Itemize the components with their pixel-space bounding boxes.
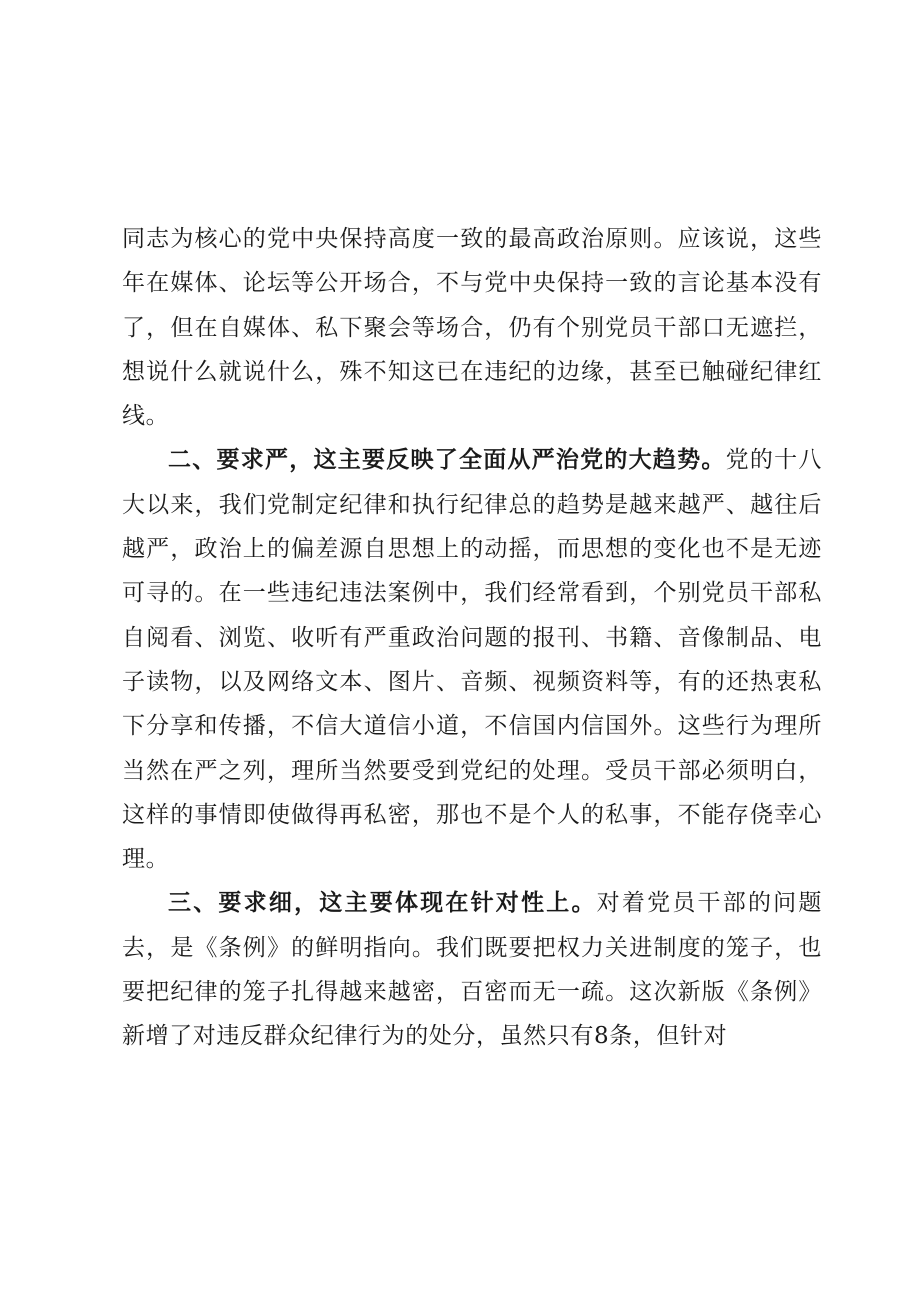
paragraph-section-two xyxy=(122,438,822,881)
paragraph-continuation xyxy=(122,217,822,438)
document-body xyxy=(122,217,822,1059)
section-heading-three: 三、要求细，这主要体现在针对性上。 xyxy=(168,890,597,917)
paragraph-section-three xyxy=(122,881,822,1058)
section-heading-two: 二、要求严，这主要反映了全面从严治党的大趋势。 xyxy=(168,447,726,474)
paragraph-text: 对着党员干部的问题去，是《条例》的鲜明指向。我们既要把权力关进制度的笼子，也要把纪律的笼子扎得越来越密，百密而无一疏。这次新版《条例》新增了对违反群众纪律行为的处分，虽然只有8条，但针对 xyxy=(122,890,822,1050)
paragraph-text: 同志为核心的党中央保持高度一致的最高政治原则。应该说，这些年在媒体、论坛等公开场合，不与党中央保持一致的言论基本没有了，但在自媒体、私下聚会等场合，仍有个别党员干部口无遮拦，想说什么就说什么，殊不知这已在违纪的边缘，甚至已触碰纪律红线。 xyxy=(122,226,822,430)
paragraph-text: 党的十八大以来，我们党制定纪律和执行纪律总的趋势是越来越严、越往后越严，政治上的偏差源自思想上的动摇，而思想的变化也不是无迹可寻的。在一些违纪违法案例中，我们经常看到，个别党员干部私自阅看、浏览、收听有严重政治问题的报刊、书籍、音像制品、电子读物，以及网络文本、图片、音频、视频资料等，有的还热衷私下分享和传播，不信大道信小道，不信国内信国外。这些行为理所当然在严之列，理所当然要受到党纪的处理。受员干部必须明白，这样的事情即使做得再私密，那也不是个人的私事，不能存侥幸心理。 xyxy=(122,447,822,873)
